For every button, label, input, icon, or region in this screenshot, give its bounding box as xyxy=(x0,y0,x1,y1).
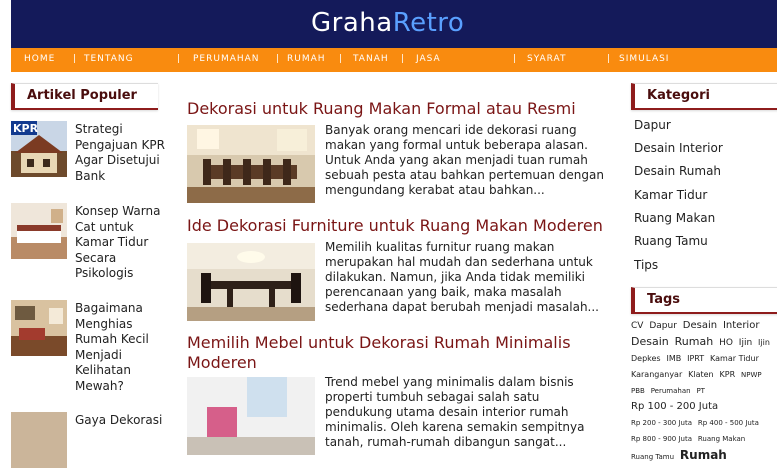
site-logo[interactable] xyxy=(311,8,464,38)
article-excerpt: Banyak orang mencari ide dekorasi ruang makan yang formal untuk beberapa alasan. Untuk Anda yang akan menjadi tuan rumah sebuah pesta atau bahkan pertemuan dengan mengundang kerabat atau bahkan... xyxy=(325,123,604,197)
article-title[interactable]: Dekorasi untuk Ruang Makan Formal atau Resmi xyxy=(187,99,576,118)
nav-tentang[interactable]: TENTANG xyxy=(84,54,134,64)
popular-articles-title: Artikel Populer xyxy=(27,88,137,103)
category-header xyxy=(631,83,777,110)
tag-link[interactable]: Interior xyxy=(722,320,760,331)
article-excerpt: Trend mebel yang minimalis dalam bisnis properti tumbuh sebagai salah satu pendukung utama desain interior rumah minimalis. Oleh karena semakin sempitnya tanah, rumah-rumah dibangun sangat... xyxy=(325,375,585,449)
thumb-kpr-label: KPR xyxy=(13,122,39,135)
tag-link[interactable]: IPRT xyxy=(687,354,705,363)
category-link-ruang-tamu[interactable]: Ruang Tamu xyxy=(634,234,708,248)
minimalist-furniture-image[interactable] xyxy=(187,377,315,455)
tag-link[interactable]: CV xyxy=(631,321,644,331)
tag-link[interactable]: Depkes xyxy=(631,354,661,363)
nav-tanah[interactable]: TANAH xyxy=(353,54,389,64)
popular-articles-header xyxy=(11,83,158,110)
nav-rumah[interactable]: RUMAH xyxy=(287,54,326,64)
tags-header xyxy=(631,287,777,314)
popular-item-title[interactable]: Gaya Dekorasi xyxy=(75,413,163,427)
category-link-tips[interactable]: Tips xyxy=(634,258,659,272)
bedroom-thumbnail xyxy=(11,203,67,259)
nav-separator: | xyxy=(607,54,611,64)
tag-link[interactable]: Rp 200 - 300 Juta xyxy=(631,419,692,427)
tag-link[interactable]: Ijin xyxy=(758,338,770,347)
tag-link[interactable]: Desain xyxy=(682,320,718,331)
tag-link[interactable]: Rumah xyxy=(674,335,714,348)
category-link-dapur[interactable]: Dapur xyxy=(634,118,671,132)
nav-simulasi[interactable]: SIMULASI xyxy=(619,54,670,64)
tag-link[interactable]: Ruang Tamu xyxy=(631,453,675,461)
tag-cloud xyxy=(631,318,777,465)
category-link-kamar-tidur[interactable]: Kamar Tidur xyxy=(634,188,708,202)
article-title[interactable]: Ide Dekorasi Furniture untuk Ruang Makan Moderen xyxy=(187,216,603,235)
category-title: Kategori xyxy=(647,88,710,103)
nav-home[interactable]: HOME xyxy=(24,54,56,64)
nav-separator: | xyxy=(401,54,405,64)
popular-item[interactable] xyxy=(11,412,161,432)
tag-link[interactable]: NPWP xyxy=(741,371,762,379)
tag-link[interactable]: HO xyxy=(719,338,733,348)
tag-link[interactable]: Ijin xyxy=(738,338,753,348)
tag-link[interactable]: PT xyxy=(696,387,705,395)
nav-syarat[interactable]: SYARAT xyxy=(527,54,567,64)
main-nav xyxy=(11,48,777,72)
tag-link[interactable]: Rp 800 - 900 Juta xyxy=(631,435,692,443)
tags-title: Tags xyxy=(647,292,681,307)
tag-link[interactable]: Klaten xyxy=(688,370,714,379)
popular-item[interactable] xyxy=(11,300,161,395)
logo-part2: Retro xyxy=(392,8,465,38)
popular-item-title-wrap[interactable] xyxy=(75,301,165,394)
site-header xyxy=(11,0,777,48)
nav-jasa[interactable]: JASA xyxy=(416,54,441,64)
category-link-desain-interior[interactable]: Desain Interior xyxy=(634,141,723,155)
small-house-interior-thumbnail xyxy=(11,300,67,356)
nav-separator: | xyxy=(513,54,517,64)
popular-item-title[interactable]: Bagaimana Menghias Rumah Kecil Menjadi Kelihatan Mewah? xyxy=(75,301,149,393)
modern-dining-furniture-image[interactable] xyxy=(187,243,315,321)
category-link-desain-rumah[interactable]: Desain Rumah xyxy=(634,164,722,178)
article-title[interactable]: Memilih Mebel untuk Dekorasi Rumah Minimalis Moderen xyxy=(187,333,571,372)
popular-item-title[interactable]: Konsep Warna Cat untuk Kamar Tidur Secara Psikologis xyxy=(75,204,161,280)
tag-link[interactable]: PBB xyxy=(631,387,645,395)
tag-link[interactable]: Kamar Tidur xyxy=(710,354,759,363)
tag-link[interactable]: Desain xyxy=(631,335,669,348)
tag-link[interactable]: KPR xyxy=(719,370,736,379)
tag-link[interactable]: Rp 400 - 500 Juta xyxy=(697,419,759,427)
popular-item[interactable] xyxy=(11,121,165,191)
tag-link[interactable]: Karanganyar xyxy=(631,370,683,379)
nav-separator: | xyxy=(73,54,77,64)
nav-perumahan[interactable]: PERUMAHAN xyxy=(193,54,260,64)
nav-separator: | xyxy=(276,54,280,64)
tag-link[interactable]: IMB xyxy=(666,354,682,363)
nav-separator: | xyxy=(339,54,343,64)
category-link-ruang-makan[interactable]: Ruang Makan xyxy=(634,211,716,225)
article-excerpt: Memilih kualitas furnitur ruang makan merupakan hal mudah dan sederhana untuk dilakukan. Namun, jika Anda tidak memiliki perencanaan yang baik, maka masalah sederhana dapat berubah menjadi masalah... xyxy=(325,240,599,314)
popular-item[interactable] xyxy=(11,203,161,283)
tag-link[interactable]: Ruang Makan xyxy=(697,435,746,443)
nav-separator: | xyxy=(177,54,181,64)
popular-item-title[interactable]: Strategi Pengajuan KPR Agar Disetujui Bank xyxy=(75,122,165,183)
tag-link[interactable]: Rumah xyxy=(679,448,727,462)
decor-style-thumbnail xyxy=(11,412,67,468)
formal-dining-room-image[interactable] xyxy=(187,125,315,203)
tag-link[interactable]: Rp 100 - 200 Juta xyxy=(631,401,719,412)
tag-link[interactable]: Perumahan xyxy=(650,387,691,395)
logo-part1: Graha xyxy=(311,8,393,38)
tag-link[interactable]: Dapur xyxy=(649,321,677,331)
kpr-house-thumbnail xyxy=(11,121,67,177)
